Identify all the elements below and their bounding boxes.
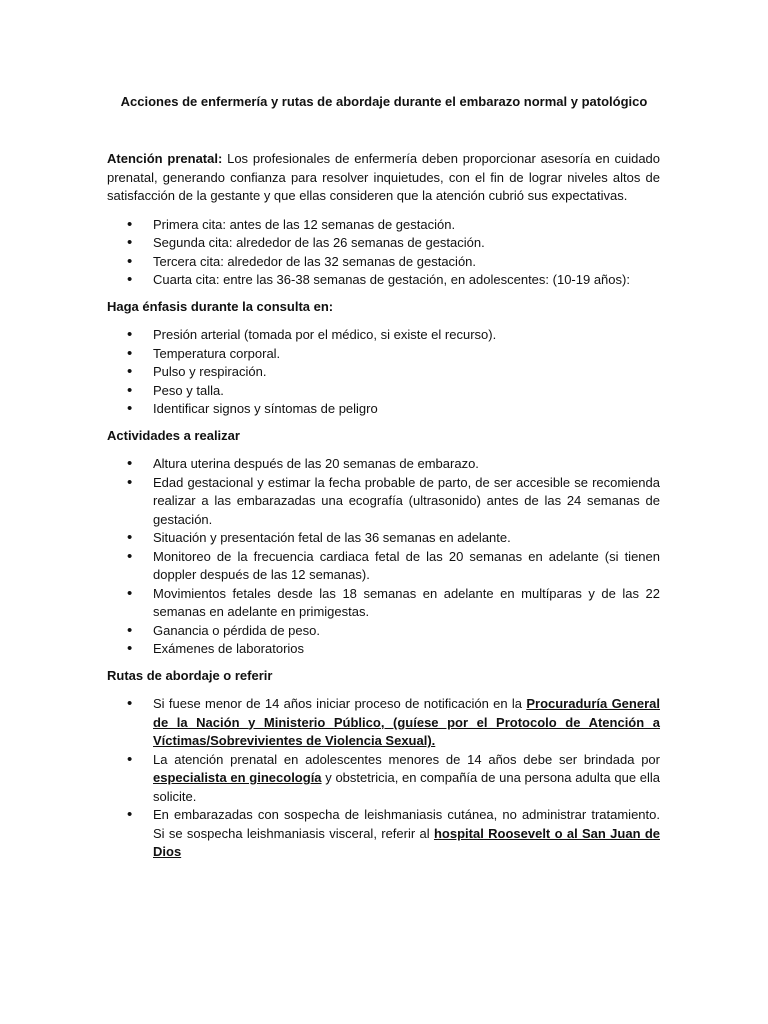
list-item: • Primera cita: antes de las 12 semanas de gestación. <box>107 216 660 235</box>
list-item: • Identificar signos y síntomas de peligro <box>107 400 660 419</box>
rutas-heading: Rutas de abordaje o referir <box>107 667 273 683</box>
list-item <box>107 695 660 751</box>
rutas-item-2-text-a: La atención prenatal en adolescentes menores de 14 años debe ser brindada por <box>153 751 660 767</box>
especialista-link[interactable]: especialista en ginecología <box>153 770 322 785</box>
list-item: • Movimientos fetales desde las 18 semanas en adelante en multíparas y de las 22 semanas en adelante en primigestas. <box>107 585 660 622</box>
procuraduria-link[interactable]: Procuraduría General de la Nación y Ministerio Público, (guíese por el Protocolo de Atención a Víctimas/Sobrevivientes de Violencia Sexual). <box>153 696 660 748</box>
document-title: Acciones de enfermería y rutas de abordaje durante el embarazo normal y patológico <box>120 94 648 109</box>
intro-text: Los profesionales de enfermería deben proporcionar asesoría en cuidado prenatal, generando confianza para resolver inquietudes, con el fin de lograr niveles altos de satisfacción de la gestante y que ellas consideren que la atención cubrió sus expectativas. <box>107 151 661 203</box>
intro-label: Atención prenatal: <box>107 151 223 166</box>
list-item <box>107 751 660 807</box>
rutas-item-1-text: Si fuese menor de 14 años iniciar proceso de notificación en la <box>153 696 527 711</box>
list-item: • Presión arterial (tomada por el médico, si existe el recurso). <box>107 326 660 345</box>
list-item: • Temperatura corporal. <box>107 345 660 364</box>
list-item: • Exámenes de laboratorios <box>107 640 660 659</box>
document-body <box>107 150 660 870</box>
rutas-item-2-text-b: y obstetricia, en compañía de una persona adulta que ella solicite. <box>153 770 660 804</box>
list-item: • Edad gestacional y estimar la fecha probable de parto, de ser accesible se recomienda realizar a las embarazadas una ecografía (ultrasonido) antes de las 24 semanas de gestación. <box>107 474 660 530</box>
list-item: • Situación y presentación fetal de las 36 semanas en adelante. <box>107 529 660 548</box>
list-item: • Peso y talla. <box>107 382 660 401</box>
list-item: • Cuarta cita: entre las 36-38 semanas de gestación, en adolescentes: (10-19 años): <box>107 271 660 290</box>
list-item: • Segunda cita: alrededor de las 26 semanas de gestación. <box>107 234 660 253</box>
actividades-heading: Actividades a realizar <box>107 427 240 443</box>
rutas-item-3-text: En embarazadas con sospecha de leishmaniasis cutánea, no administrar tratamiento. Si se sospecha leishmaniasis visceral, referir al <box>153 807 660 841</box>
citas-list <box>107 216 660 290</box>
intro-paragraph <box>107 150 660 206</box>
actividades-list <box>107 455 660 659</box>
list-item <box>107 806 660 862</box>
rutas-list <box>107 695 660 862</box>
list-item: • Tercera cita: alrededor de las 32 semanas de gestación. <box>107 253 660 272</box>
list-item: • Altura uterina después de las 20 semanas de embarazo. <box>107 455 660 474</box>
enfasis-list <box>107 326 660 419</box>
list-item: • Ganancia o pérdida de peso. <box>107 622 660 641</box>
enfasis-heading: Haga énfasis durante la consulta en: <box>107 298 334 314</box>
hospital-link[interactable]: hospital Roosevelt o al San Juan de Dios <box>153 825 660 859</box>
list-item: • Pulso y respiración. <box>107 363 660 382</box>
list-item: • Monitoreo de la frecuencia cardiaca fetal de las 20 semanas en adelante (si tienen doppler después de las 12 semanas). <box>107 548 660 585</box>
